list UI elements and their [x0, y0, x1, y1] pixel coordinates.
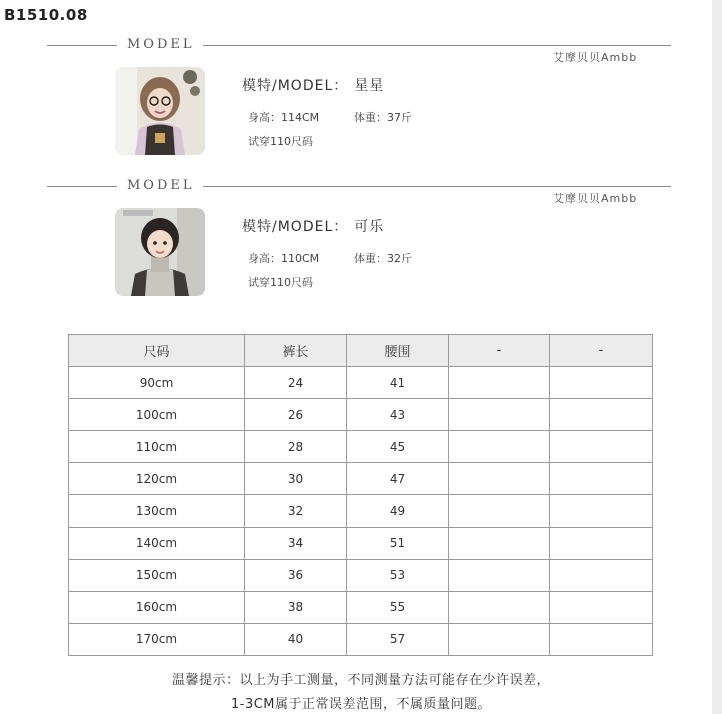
table-cell: [550, 591, 653, 623]
table-cell: [550, 431, 653, 463]
section-label: MODEL: [127, 37, 195, 52]
table-cell: [449, 623, 550, 655]
product-code: B1510.08: [4, 6, 88, 24]
table-cell: 26: [245, 399, 347, 431]
table-cell: 55: [347, 591, 449, 623]
table-cell: 45: [347, 431, 449, 463]
table-cell: 57: [347, 623, 449, 655]
size-table: [68, 334, 653, 656]
table-cell: [449, 399, 550, 431]
table-cell: [449, 431, 550, 463]
model-title: [242, 75, 384, 95]
table-row: [69, 463, 653, 495]
table-cell: [550, 623, 653, 655]
table-cell: 28: [245, 431, 347, 463]
table-cell: 32: [245, 495, 347, 527]
table-cell: 150cm: [69, 559, 245, 591]
header-blank: -: [550, 335, 653, 367]
table-cell: 34: [245, 527, 347, 559]
header-pants-length: 裤长: [245, 335, 347, 367]
header-size: 尺码: [69, 335, 245, 367]
model-name: 星星: [354, 78, 385, 94]
table-row: [69, 623, 653, 655]
header-blank: -: [449, 335, 550, 367]
table-cell: [449, 591, 550, 623]
model-tried-size: 试穿110尺码: [248, 135, 313, 148]
table-cell: 49: [347, 495, 449, 527]
table-cell: [550, 495, 653, 527]
section-divider-left: [47, 186, 117, 187]
table-cell: 120cm: [69, 463, 245, 495]
model-photo: [115, 208, 205, 296]
size-table-header: [69, 335, 653, 367]
table-cell: 100cm: [69, 399, 245, 431]
model-height: 身高：110CM: [248, 252, 320, 265]
table-cell: 47: [347, 463, 449, 495]
section-divider-left: [47, 45, 117, 46]
table-row: [69, 527, 653, 559]
table-cell: [449, 367, 550, 399]
table-cell: [550, 399, 653, 431]
table-cell: [550, 463, 653, 495]
model-weight: 体重：32斤: [354, 252, 412, 265]
brand-label: 艾摩贝贝Ambb: [553, 51, 638, 64]
section-label: MODEL: [127, 178, 195, 193]
brand-label: 艾摩贝贝Ambb: [553, 192, 638, 205]
table-cell: [449, 463, 550, 495]
table-cell: 43: [347, 399, 449, 431]
table-cell: [449, 495, 550, 527]
table-cell: [449, 559, 550, 591]
table-cell: 51: [347, 527, 449, 559]
note-line-1: 温馨提示：以上为手工测量，不同测量方法可能存在少许误差，: [171, 673, 550, 688]
model-title-label: 模特/MODEL：: [242, 219, 349, 235]
table-row: [69, 399, 653, 431]
table-cell: 30: [245, 463, 347, 495]
table-cell: 130cm: [69, 495, 245, 527]
note-line-2: 1-3CM属于正常误差范围，不属质量问题。: [230, 697, 492, 712]
table-row: [69, 367, 653, 399]
table-cell: 36: [245, 559, 347, 591]
model-height: 身高：114CM: [248, 111, 320, 124]
table-row: [69, 495, 653, 527]
model-photo: [115, 67, 205, 155]
table-cell: [449, 527, 550, 559]
model-weight: 体重：37斤: [354, 111, 412, 124]
table-row: [69, 559, 653, 591]
model-name: 可乐: [354, 219, 385, 235]
right-edge-strip: [712, 0, 722, 714]
model-title: [242, 216, 384, 236]
table-cell: [550, 367, 653, 399]
model-tried-size: 试穿110尺码: [248, 276, 313, 289]
table-cell: 140cm: [69, 527, 245, 559]
table-cell: 110cm: [69, 431, 245, 463]
section-divider-right: [203, 45, 671, 46]
table-cell: [550, 559, 653, 591]
header-waist: 腰围: [347, 335, 449, 367]
table-cell: 24: [245, 367, 347, 399]
table-cell: 170cm: [69, 623, 245, 655]
section-divider-right: [203, 186, 671, 187]
table-cell: 38: [245, 591, 347, 623]
table-cell: 40: [245, 623, 347, 655]
model-title-label: 模特/MODEL：: [242, 78, 349, 94]
table-cell: 41: [347, 367, 449, 399]
table-cell: [550, 527, 653, 559]
table-cell: 90cm: [69, 367, 245, 399]
table-row: [69, 591, 653, 623]
table-cell: 53: [347, 559, 449, 591]
table-row: [69, 431, 653, 463]
table-cell: 160cm: [69, 591, 245, 623]
